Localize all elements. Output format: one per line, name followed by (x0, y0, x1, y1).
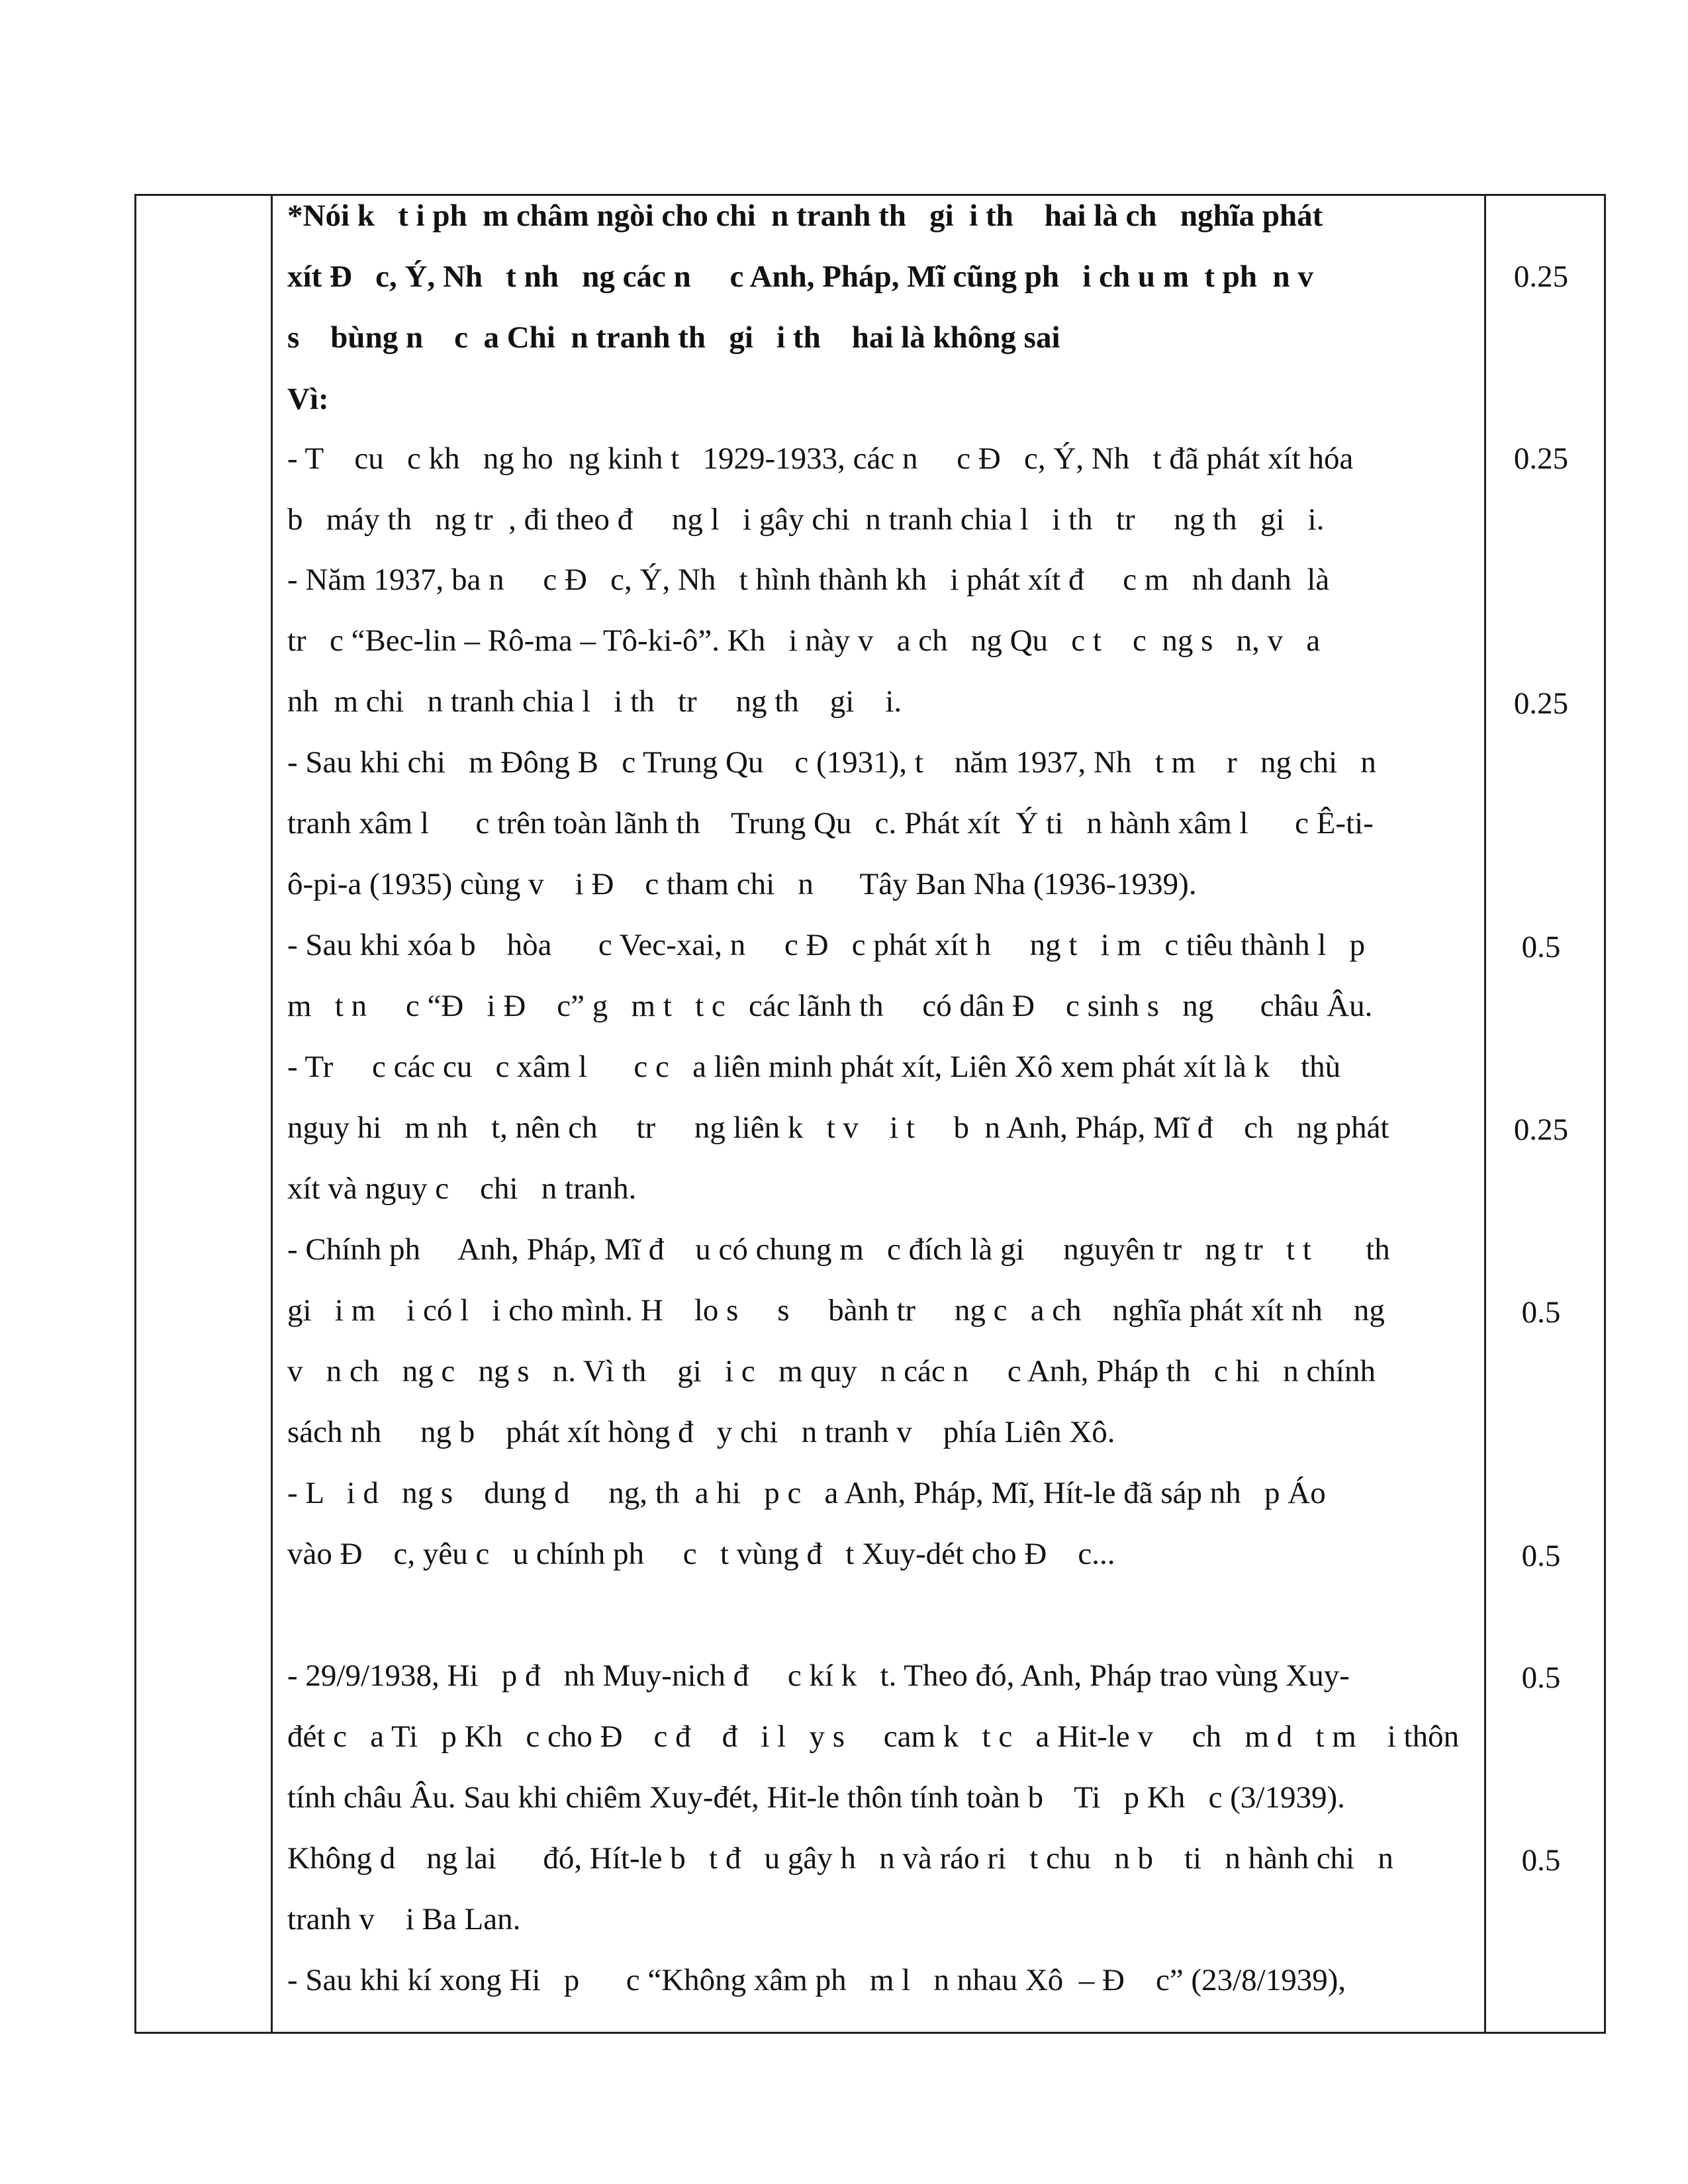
answer-line: đét c a Ti p Kh c cho Đ c đ đ i l y s cam k t c a Hit-le v ch m d t m i thôn (287, 1719, 1460, 1754)
answer-line: - Sau khi chi m Đông B c Trung Qu c (1931), t năm 1937, Nh t m r ng chi n (287, 745, 1376, 780)
answer-line: v n ch ng c ng s n. Vì th gi i c m quy n các n c Anh, Pháp th c hi n chính (287, 1354, 1376, 1388)
answer-line: vào Đ c, yêu c u chính ph c t vùng đ t Xuy-dét cho Đ c... (287, 1537, 1115, 1571)
score-value: 0.5 (1521, 930, 1561, 964)
column-divider-right (1484, 194, 1486, 2034)
answer-line: nh m chi n tranh chia l i th tr ng th gi i. (287, 684, 902, 719)
score-value: 0.5 (1521, 1295, 1561, 1330)
answer-line: - L i d ng s dung d ng, th a hi p c a Anh, Pháp, Mĩ, Hít-le đã sáp nh p Áo (287, 1476, 1326, 1510)
answer-line: tr c “Bec-lin – Rô-ma – Tô-ki-ô”. Kh i này v a ch ng Qu c t c ng s n, v a (287, 623, 1321, 658)
answer-line: - Năm 1937, ba n c Đ c, Ý, Nh t hình thành kh i phát xít đ c m nh danh là (287, 563, 1330, 597)
score-value: 0.25 (1513, 1113, 1569, 1147)
answer-line: - Tr c các cu c xâm l c c a liên minh phát xít, Liên Xô xem phát xít là k thù (287, 1050, 1341, 1084)
score-value: 0.5 (1521, 1843, 1561, 1878)
score-value: 0.5 (1521, 1661, 1561, 1695)
answer-line: - Sau khi xóa b hòa c Vec-xai, n c Đ c phát xít h ng t i m c tiêu thành l p (287, 928, 1366, 962)
score-value: 0.25 (1513, 441, 1569, 476)
answer-line: - Sau khi kí xong Hi p c “Không xâm ph m l n nhau Xô – Đ c” (23/8/1939), (287, 1963, 1346, 1997)
score-value: 0.25 (1513, 259, 1569, 294)
answer-line: - 29/9/1938, Hi p đ nh Muy-nich đ c kí k t. Theo đó, Anh, Pháp trao vùng Xuy- (287, 1659, 1350, 1693)
answer-line: m t n c “Đ i Đ c” g m t t c các lãnh th có dân Đ c sinh s ng châu Âu. (287, 989, 1373, 1023)
score-value: 0.25 (1513, 686, 1569, 721)
answer-line: b máy th ng tr , đi theo đ ng l i gây chi n tranh chia l i th tr ng th gi i. (287, 502, 1325, 537)
question-heading-line: s bùng n c a Chi n tranh th gi i th hai là không sai (287, 320, 1060, 355)
answer-line: sách nh ng b phát xít hòng đ y chi n tranh v phía Liên Xô. (287, 1415, 1115, 1449)
question-heading-line: *Nói k t i ph m châm ngòi cho chi n tranh th gi i th hai là ch nghĩa phát (287, 199, 1323, 233)
column-divider-left (271, 194, 273, 2034)
answer-line: gi i m i có l i cho mình. H lo s s bành tr ng c a ch nghĩa phát xít nh ng (287, 1293, 1385, 1328)
answer-line: tính châu Âu. Sau khi chiêm Xuy-đét, Hit-le thôn tính toàn b Ti p Kh c (3/1939). (287, 1780, 1345, 1815)
answer-line: - Chính ph Anh, Pháp, Mĩ đ u có chung m c đích là gi nguyên tr ng tr t t th (287, 1232, 1390, 1267)
reason-label: Vì: (287, 382, 329, 416)
answer-line: nguy hi m nh t, nên ch tr ng liên k t v i t b n Anh, Pháp, Mĩ đ ch ng phát (287, 1111, 1389, 1145)
answer-line: xít và nguy c chi n tranh. (287, 1171, 637, 1206)
question-heading-line: xít Đ c, Ý, Nh t nh ng các n c Anh, Pháp, Mĩ cũng ph i ch u m t ph n v (287, 259, 1313, 294)
answer-line: ô-pi-a (1935) cùng v i Đ c tham chi n Tây Ban Nha (1936-1939). (287, 867, 1197, 901)
answer-line: tranh xâm l c trên toàn lãnh th Trung Qu c. Phát xít Ý ti n hành xâm l c Ê-ti- (287, 806, 1374, 841)
answer-line: tranh v i Ba Lan. (287, 1902, 521, 1936)
answer-line: - T cu c kh ng ho ng kinh t 1929-1933, các n c Đ c, Ý, Nh t đã phát xít hóa (287, 441, 1354, 476)
answer-line: Không d ng lai đó, Hít-le b t đ u gây h n và ráo ri t chu n b ti n hành chi n (287, 1841, 1393, 1876)
score-value: 0.5 (1521, 1539, 1561, 1573)
